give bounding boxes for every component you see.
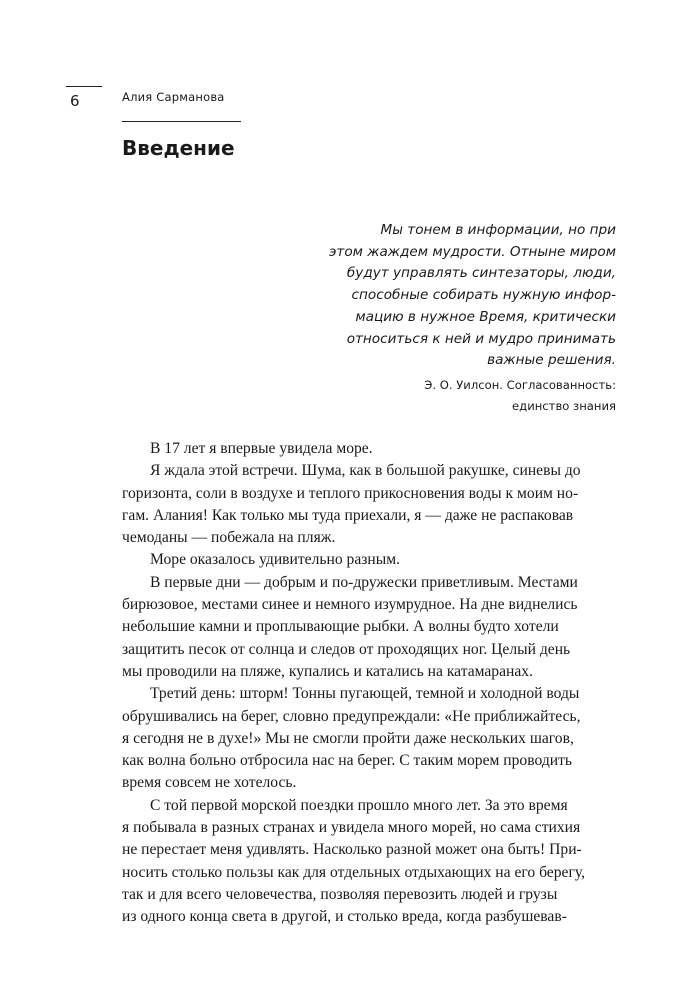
body-line: не перестает меня удивлять. Насколько разной может она быть! При- [122, 841, 582, 859]
epigraph-line: будут управлять синтезаторы, люди, [346, 265, 616, 282]
header-rule [66, 86, 102, 87]
body-line: я побывала в разных странах и увидела много морей, но сама стихия [122, 819, 581, 837]
body-line: В первые дни — добрым и по-дружески приветливым. Местами [150, 573, 578, 591]
running-header-author: Алия Сарманова [122, 90, 225, 104]
epigraph-attribution [300, 375, 616, 417]
body-line: как волна больно отбросила нас на берег. С таким морем проводить [122, 752, 573, 770]
epigraph-line: способные собирать нужную инфор- [351, 287, 616, 304]
attribution-line: единство знания [512, 398, 616, 413]
body-line: Море оказалось удивительно разным. [150, 551, 401, 569]
body-line: горизонта, соли в воздухе и теплого прикосновения воды к моим но- [122, 484, 579, 502]
body-line: мы проводили на пляже, купались и катались на катамаранах. [122, 662, 533, 680]
attribution-line: Э. О. Уилсон. Согласованность: [424, 377, 616, 392]
body-line: защитить песок от солнца и следов от проходящих ног. Целый день [122, 640, 571, 658]
body-line: небольшие камни и проплывающие рыбки. А волны будто хотели [122, 618, 559, 636]
body-text [122, 438, 616, 929]
body-line: носить столько пользы как для отдельных отдыхающих на его берегу, [122, 863, 585, 881]
body-line: бирюзовое, местами синее и немного изумрудное. На дне виднелись [122, 596, 578, 614]
body-line: гам. Алания! Как только мы туда приехали, я — даже не распаковав [122, 506, 574, 524]
epigraph-line: Мы тонем в информации, но при [380, 222, 616, 238]
body-line: я сегодня не в духе!» Мы не смогли пройти даже нескольких шагов, [122, 729, 574, 747]
epigraph-line: этом жаждем мудрости. Отныне миром [328, 243, 616, 260]
body-line: из одного конца света в другой, и столько вреда, когда разбушевав- [122, 908, 567, 926]
body-line: так и для всего человечества, позволяя перевозить людей и грузы [122, 885, 558, 903]
body-line: чемоданы — побежала на пляж. [122, 529, 336, 547]
body-line: обрушивались на берег, словно предупреждали: «Не приближайтесь, [122, 707, 581, 725]
chapter-title: Введение [122, 136, 235, 160]
epigraph [300, 220, 616, 417]
epigraph-line: важные решения. [487, 352, 616, 369]
body-line: Третий день: шторм! Тонны пугающей, темной и холодной воды [150, 685, 580, 703]
epigraph-line: мацию в нужное Время, критически [355, 308, 616, 325]
body-line: С той первой морской поездки прошло много лет. За это время [150, 796, 568, 814]
body-line: Я ждала этой встречи. Шума, как в большой ракушке, синевы до [150, 462, 581, 480]
epigraph-line: относиться к ней и мудро принимать [346, 330, 616, 347]
page-number: 6 [70, 92, 80, 110]
body-line: время совсем не хотелось. [122, 774, 297, 792]
chapter-title-rule [122, 121, 241, 122]
body-line: В 17 лет я впервые увидела море. [150, 440, 373, 457]
